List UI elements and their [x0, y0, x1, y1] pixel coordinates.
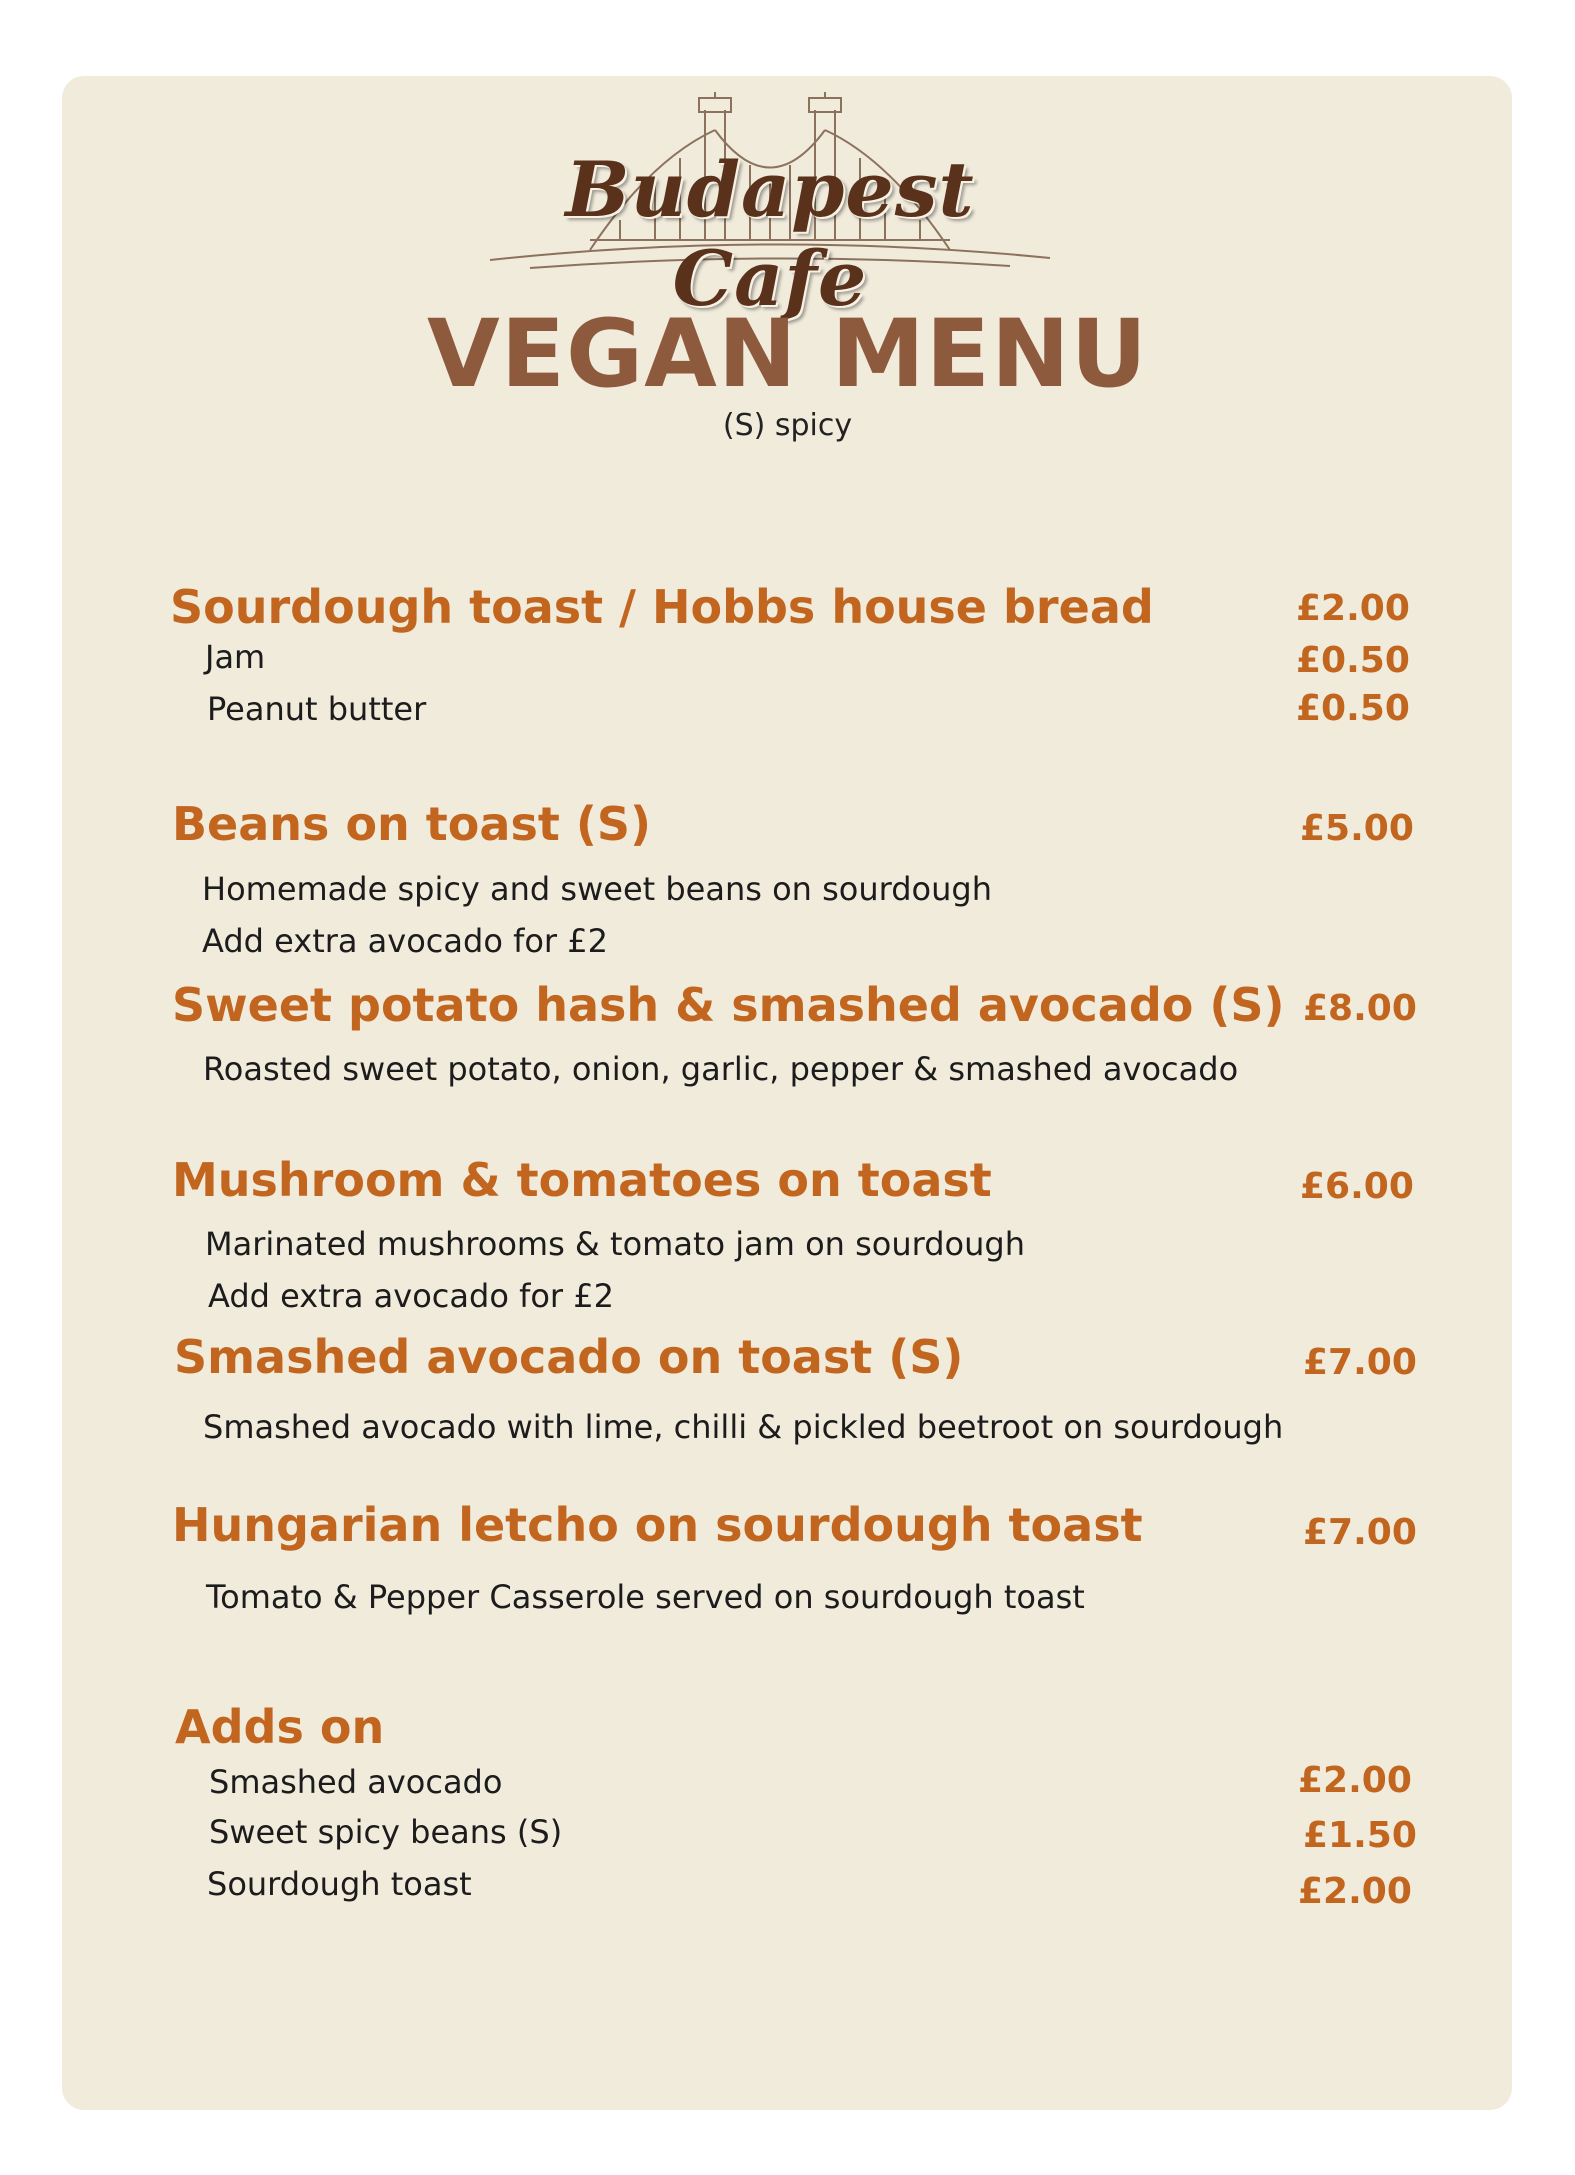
item-line: Smashed avocado: [209, 1763, 503, 1801]
section-price: £8.00: [1303, 988, 1417, 1029]
item-line: Homemade spicy and sweet beans on sourdough: [202, 870, 992, 908]
section-heading: Hungarian letcho on sourdough toast: [172, 1498, 1143, 1552]
section-heading: Sourdough toast / Hobbs house bread: [170, 580, 1154, 634]
item-line: Marinated mushrooms & tomato jam on sourdough: [205, 1225, 1025, 1263]
section-heading: Sweet potato hash & smashed avocado (S): [172, 978, 1285, 1032]
item-line: Sweet spicy beans (S): [209, 1813, 563, 1851]
section-heading: Adds on: [175, 1700, 385, 1754]
spicy-legend: (S) spicy: [722, 408, 853, 443]
section-price: £5.00: [1300, 808, 1414, 849]
item-price: £0.50: [1296, 640, 1410, 681]
page-title: VEGAN MENU: [426, 300, 1148, 409]
item-price: £1.50: [1303, 1815, 1417, 1856]
section-heading: Smashed avocado on toast (S): [174, 1330, 964, 1384]
item-line: Add extra avocado for £2: [202, 922, 608, 960]
item-line: Roasted sweet potato, onion, garlic, pepper & smashed avocado: [203, 1050, 1239, 1088]
section-price: £7.00: [1303, 1512, 1417, 1553]
item-price: £2.00: [1298, 1871, 1412, 1912]
item-price: £2.00: [1298, 1760, 1412, 1801]
section-heading: Beans on toast (S): [172, 797, 652, 851]
cafe-logo-text: Budapest Cafe: [565, 145, 975, 323]
section-price: £6.00: [1300, 1166, 1414, 1207]
item-line: Jam: [205, 638, 266, 676]
section-heading: Mushroom & tomatoes on toast: [172, 1153, 992, 1207]
item-line: Add extra avocado for £2: [208, 1277, 614, 1315]
item-line: Smashed avocado with lime, chilli & pickled beetroot on sourdough: [203, 1408, 1284, 1446]
cafe-logo: [470, 90, 1070, 323]
item-line: Tomato & Pepper Casserole served on sourdough toast: [206, 1578, 1085, 1616]
section-price: £2.00: [1296, 588, 1410, 629]
item-line: Peanut butter: [207, 690, 427, 728]
section-price: £7.00: [1303, 1342, 1417, 1383]
item-line: Sourdough toast: [207, 1865, 472, 1903]
item-price: £0.50: [1296, 688, 1410, 729]
